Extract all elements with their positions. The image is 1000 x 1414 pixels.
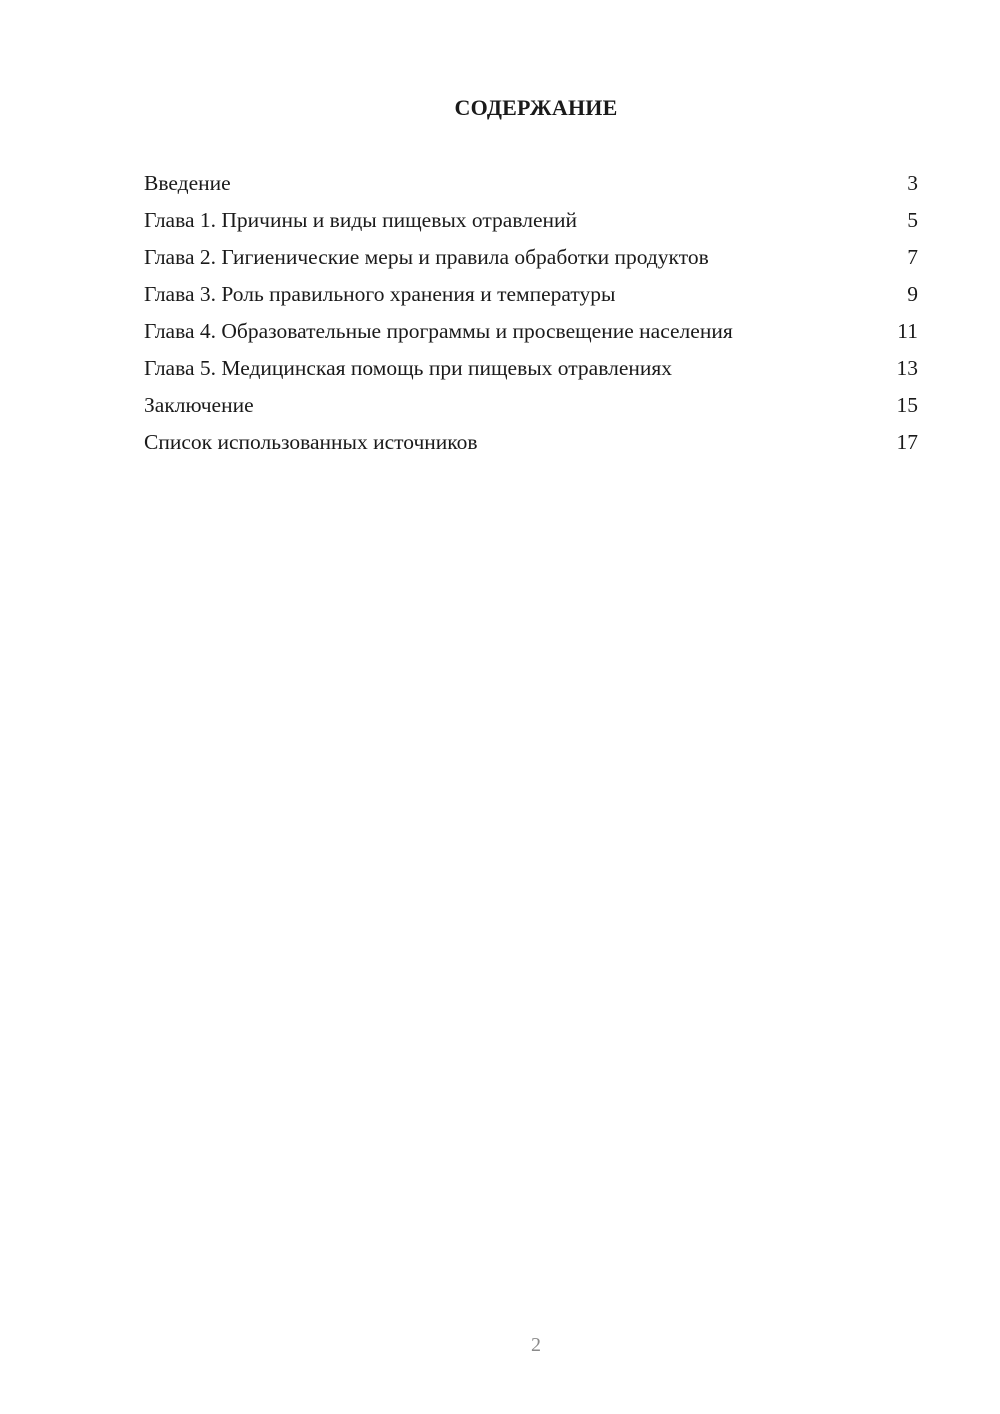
toc-entry-chapter-3: [144, 281, 918, 307]
toc-heading: СОДЕРЖАНИЕ: [454, 95, 618, 120]
toc-entry-title: Введение: [144, 171, 231, 195]
toc-entry-title: Глава 2. Гигиенические меры и правила обработки продуктов: [144, 245, 709, 269]
page-number: 2: [531, 1334, 541, 1356]
toc-entry-page: 9: [907, 282, 918, 306]
toc-entry-page: 17: [896, 430, 918, 454]
toc-entry-page: 3: [907, 171, 918, 195]
toc-entry-introduction: [144, 170, 918, 196]
toc-entry-title: Глава 1. Причины и виды пищевых отравлений: [144, 208, 578, 232]
toc-entry-title: Глава 3. Роль правильного хранения и температуры: [144, 282, 616, 306]
toc-entry-page: 15: [896, 393, 918, 417]
toc-entry-chapter-5: [144, 355, 918, 381]
toc-entry-title: Глава 5. Медицинская помощь при пищевых отравлениях: [144, 356, 673, 380]
toc-entry-page: 7: [907, 245, 918, 269]
toc-entry-title: Список использованных источников: [144, 430, 478, 454]
toc-entry-chapter-1: [144, 207, 918, 233]
toc-entry-chapter-4: [144, 318, 918, 344]
toc-entry-page: 11: [897, 319, 918, 343]
toc-entry-conclusion: [144, 392, 918, 418]
table-of-contents: [144, 170, 918, 466]
toc-entry-page: 13: [896, 356, 918, 380]
toc-entry-references: [144, 429, 918, 455]
toc-entry-title: Глава 4. Образовательные программы и просвещение населения: [144, 319, 733, 343]
toc-entry-title: Заключение: [144, 393, 254, 417]
toc-entry-page: 5: [907, 208, 918, 232]
toc-entry-chapter-2: [144, 244, 918, 270]
